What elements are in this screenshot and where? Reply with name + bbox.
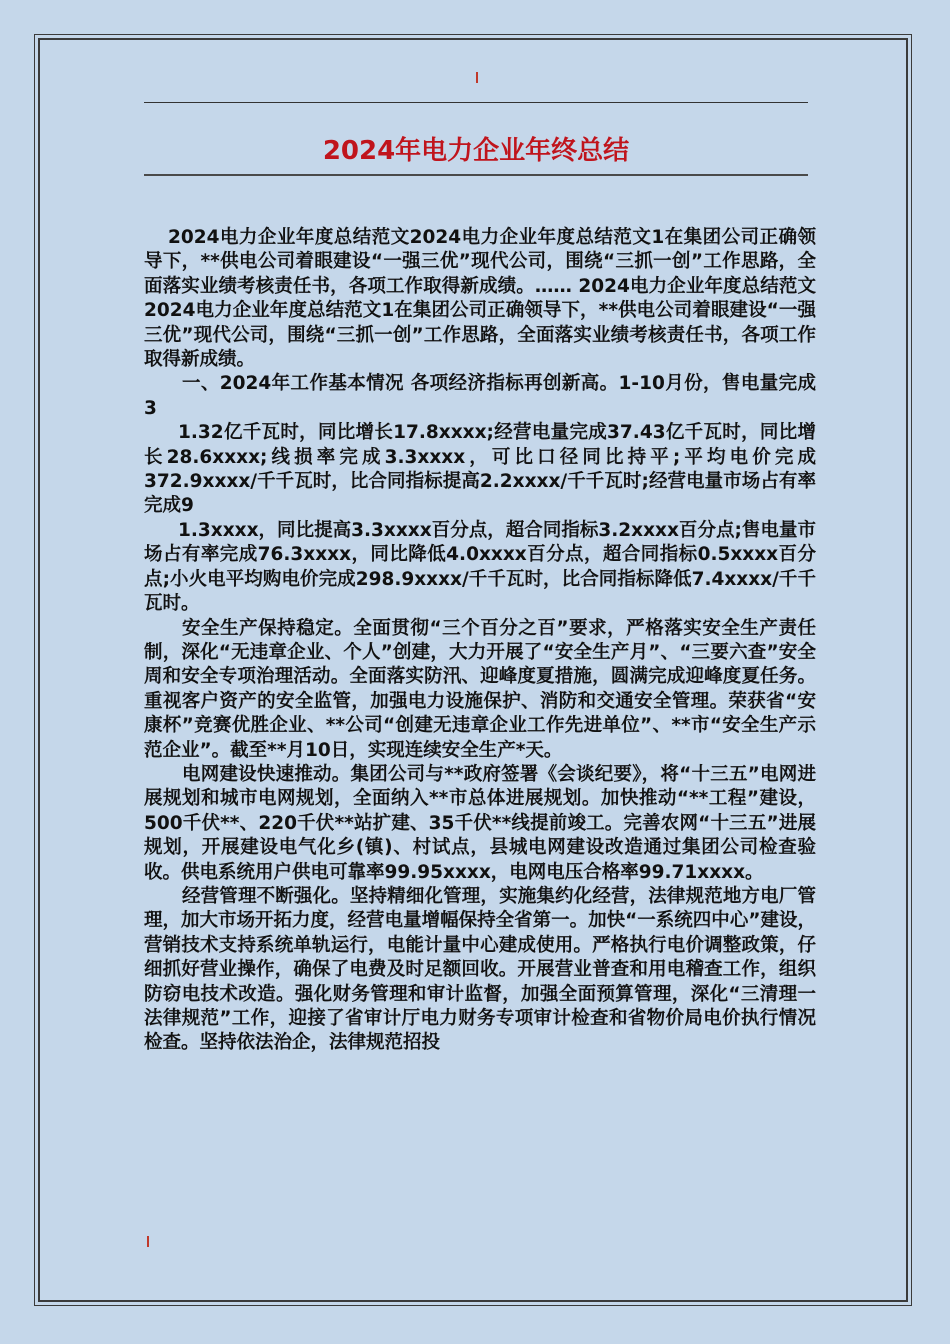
paragraph-section-heading: 一、2024年工作基本情况 各项经济指标再创新高。1-10月份，售电量完成3 [144,373,816,419]
document-body [144,226,816,1056]
paragraph-management: 经营管理不断强化。坚持精细化管理，实施集约化经营，法律规范地方电厂管理，加大市场开拓力度，经营电量增幅保持全省第一。加快“一系统四中心”建设，营销技术支持系统单轨运行，电能计量中心建成使用。严格执行电价调整政策，仔细抓好营业操作，确保了电费及时足额回收。开展营业普查和用电稽查工作，组织防窃电技术改造。强化财务管理和审计监督，加强全面预算管理，深化“三清理一法律规范”工作，迎接了省审计厅电力财务专项审计检查和省物价局电价执行情况检查。坚持依法治企，法律规范招投 [144,885,816,1054]
paragraph-safety: 安全生产保持稳定。全面贯彻“三个百分之百”要求，严格落实安全生产责任制，深化“无违章企业、个人”创建，大力开展了“安全生产月”、“三要六查”安全周和安全专项治理活动。全面落实防汛、迎峰度夏措施，圆满完成迎峰度夏任务。重视客户资产的安全监管，加强电力设施保护、消防和交通安全管理。荣获省“安康杯”竞赛优胜企业、**公司“创建无违章企业工作先进单位”、**市“安全生产示范企业”。截至**月10日，实现连续安全生产*天。 [144,617,816,761]
document-title: 2024年电力企业年终总结 [322,136,630,166]
paragraph-sales-figures: 1.32亿千瓦时，同比增长17.8xxxx;经营电量完成37.43亿千瓦时，同比增长28.6xxxx;线损率完成3.3xxxx，可比口径同比持平;平均电价完成372.9xxxx/千千瓦时，比合同指标提高2.2xxxx/千千瓦时;经营电量市场占有率完成9 [144,422,816,517]
header-marker [476,72,478,83]
paragraph-grid-construction: 电网建设快速推动。集团公司与**政府签署《会谈纪要》，将“十三五”电网进展规划和城市电网规划，全面纳入**市总体进展规划。加快推动“**工程”建设，500千伏**、220千伏**站扩建、35千伏**线提前竣工。完善农网“十三五”进展规划，开展建设电气化乡(镇)、村试点，县城电网建设改造通过集团公司检查验收。供电系统用户供电可靠率99.95xxxx，电网电压合格率99.71xxxx。 [144,763,816,883]
title-rule [144,174,808,176]
paragraph-intro: 2024电力企业年度总结范文2024电力企业年度总结范文1在集团公司正确领导下，**供电公司着眼建设“一强三优”现代公司，围绕“三抓一创”工作思路，全面落实业绩考核责任书，各项工作取得新成绩。…… 2024电力企业年度总结范文2024电力企业年度总结范文1在集团公司正确领导下，**供电公司着眼建设“一强三优”现代公司，围绕“三抓一创”工作思路，全面落实业绩考核责任书，各项工作取得新成绩。 [144,227,816,371]
header-rule [144,102,808,103]
footer-marker [147,1236,149,1247]
paragraph-market-share: 1.3xxxx，同比提高3.3xxxx百分点，超合同指标3.2xxxx百分点;售电量市场占有率完成76.3xxxx，同比降低4.0xxxx百分点，超合同指标0.5xxxx百分点;小火电平均购电价完成298.9xxxx/千千瓦时，比合同指标降低7.4xxxx/千千瓦时。 [144,519,816,615]
document-page [38,38,908,1302]
